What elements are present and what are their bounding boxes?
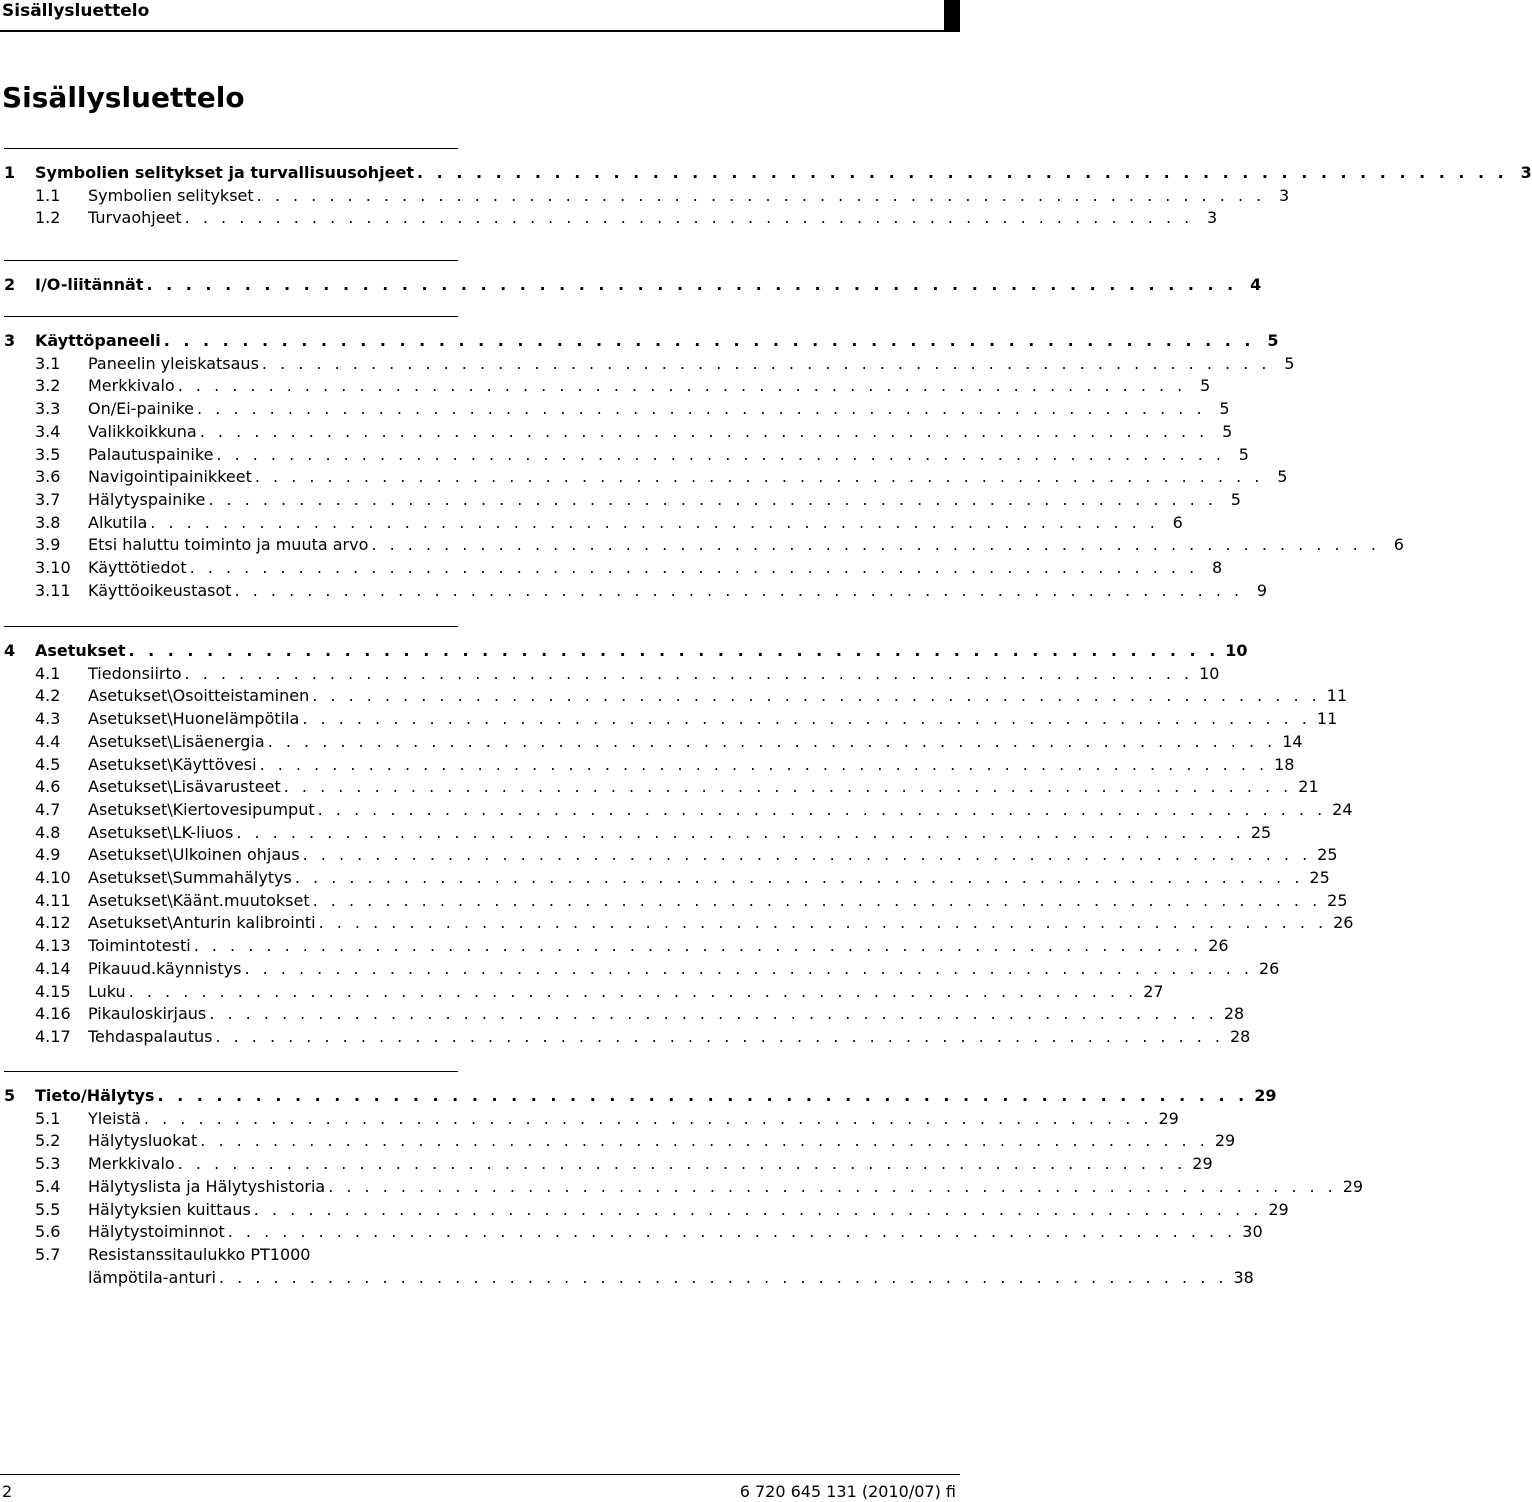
toc-entry-line xyxy=(88,557,1223,579)
toc-entry-line xyxy=(88,799,1353,821)
toc-entry-4.2[interactable] xyxy=(4,685,1348,707)
toc-entry-5.1[interactable] xyxy=(4,1108,1179,1130)
toc-entry-page: 6 xyxy=(1172,512,1183,532)
toc-entry-line xyxy=(88,981,1164,1003)
toc-leader-dots: . . . . . . . . . . . . . . . . . . . . . . . . . . . . . . . . . . . . . . . . . . . . . . . . . . . . . . . . xyxy=(128,641,1220,660)
toc-entry-line xyxy=(35,274,1262,296)
toc-entry-4.8[interactable] xyxy=(4,822,1272,844)
toc-entry-line xyxy=(88,580,1268,602)
toc-entry-title: Asetukset\Osoitteistaminen xyxy=(88,686,310,706)
toc-entry-number: 4.6 xyxy=(35,777,61,797)
toc-entry-page: 25 xyxy=(1309,868,1330,887)
toc-entry-title: Asetukset xyxy=(35,641,126,660)
toc-entry-page: 28 xyxy=(1229,1026,1251,1046)
toc-entry-number: 3.3 xyxy=(35,399,61,419)
toc-entry-title: Yleistä xyxy=(88,1108,141,1128)
toc-entry-line xyxy=(88,1130,1236,1152)
toc-entry-title: Tehdaspalautus xyxy=(88,1026,213,1046)
toc-entry-number: 3.8 xyxy=(35,512,61,532)
toc-entry-3.8[interactable] xyxy=(4,512,1183,534)
toc-entry-line xyxy=(88,207,1218,229)
toc-entry-title: Turvaohjeet xyxy=(88,208,182,228)
toc-entry-page: 27 xyxy=(1143,981,1164,1001)
toc-entry-number: 5.2 xyxy=(35,1131,61,1151)
toc-entry-line xyxy=(88,754,1295,776)
toc-entry-page: 6 xyxy=(1393,535,1404,555)
toc-leader-dots: . . . . . . . . . . . . . . . . . . . . . . . . . . . . . . . . . . . . . . . . . . . . . . . . . . . . . . . . xyxy=(143,1108,1153,1128)
toc-entry-number: 3.11 xyxy=(35,580,71,600)
toc-entry-title: Resistanssitaulukko PT1000 xyxy=(88,1244,311,1264)
toc-entry-page: 26 xyxy=(1333,913,1354,933)
toc-entry-page: 11 xyxy=(1326,686,1348,706)
toc-entry-number: 3.1 xyxy=(35,353,61,373)
toc-entry-3.10[interactable] xyxy=(4,557,1223,579)
toc-entry-line xyxy=(88,663,1220,685)
toc-entry-4.4[interactable] xyxy=(4,731,1303,753)
toc-entry-title: Asetukset\LK-liuos xyxy=(88,822,234,842)
toc-entry-title: Asetukset\Lisävarusteet xyxy=(88,777,281,797)
toc-leader-dots: . . . . . . . . . . . . . . . . . . . . . . . . . . . . . . . . . . . . . . . . . . . . . . . . . . . . . . . . xyxy=(283,777,1293,797)
toc-leader-dots: . . . . . . . . . . . . . . . . . . . . . . . . . . . . . . . . . . . . . . . . . . . . . . . . . . . . . . . . xyxy=(302,709,1311,729)
toc-leader-dots: . . . . . . . . . . . . . . . . . . . . . . . . . . . . . . . . . . . . . . . . . . . . . . . . . . . . . . . . xyxy=(312,686,1321,706)
toc-leader-dots: . . . . . . . . . . . . . . . . . . . . . . . . . . . . . . . . . . . . . . . . . . . . . . . . . . . . . . . . xyxy=(184,208,1194,228)
toc-entry-title: Navigointipainikkeet xyxy=(88,467,252,487)
toc-entry-page: 29 xyxy=(1192,1154,1213,1174)
toc-leader-dots: . . . . . . . . . . . . . . . . . . . . . . . . . . . . . . . . . . . . . . . . . . . . . . . . . . . . . . . . xyxy=(294,868,1304,887)
header-rule xyxy=(0,30,960,32)
toc-entry-number: 4.14 xyxy=(35,958,71,978)
section-rule xyxy=(4,626,458,627)
toc-entry-4.17[interactable] xyxy=(4,1026,1251,1048)
toc-entry-number: 3.4 xyxy=(35,421,61,441)
toc-entry-line xyxy=(88,375,1211,397)
toc-entry-number: 3.7 xyxy=(35,489,61,509)
toc-entry-1.1[interactable] xyxy=(4,185,1290,207)
toc-leader-dots: . . . . . . . . . . . . . . . . . . . . . . . . . . . . . . . . . . . . . . . . . . . . . . . . . . . . . . . . xyxy=(196,399,1206,419)
toc-chapter-1[interactable] xyxy=(4,162,1532,184)
toc-leader-dots: . . . . . . . . . . . . . . . . . . . . . . . . . . . . . . . . . . . . . . . . . . . . . . . . . . . . . . . . xyxy=(128,981,1138,1001)
toc-entry-4.11[interactable] xyxy=(4,890,1348,912)
toc-entry-page: 26 xyxy=(1259,958,1280,978)
toc-entry-number: 1.1 xyxy=(35,185,61,205)
toc-leader-dots: . . . . . . . . . . . . . . . . . . . . . . . . . . . . . . . . . . . . . . . . . . . . . . . . . . . . . . . . xyxy=(184,663,1194,683)
toc-leader-dots: . . . . . . . . . . . . . . . . . . . . . . . . . . . . . . . . . . . . . . . . . . . . . . . . . . . . . . . . xyxy=(267,731,1277,751)
footer-page-number: 2 xyxy=(2,1482,13,1501)
toc-entry-3.4[interactable] xyxy=(4,421,1233,443)
toc-entry-number: 5 xyxy=(4,1086,16,1105)
toc-entry-page: 3 xyxy=(1279,185,1290,205)
toc-leader-dots: . . . . . . . . . . . . . . . . . . . . . . . . . . . . . . . . . . . . . . . . . . . . . . . . . . . . . . . . xyxy=(236,822,1245,842)
toc-entry-title: Asetukset\Käyttövesi xyxy=(88,754,257,774)
toc-entry-3.5[interactable] xyxy=(4,444,1249,466)
toc-entry-4.16[interactable] xyxy=(4,1003,1245,1025)
toc-entry-3.1[interactable] xyxy=(4,353,1295,375)
toc-entry-page: 5 xyxy=(1238,444,1249,464)
toc-entry-page: 9 xyxy=(1256,580,1268,600)
toc-entry-page: 5 xyxy=(1222,421,1233,441)
toc-entry-title: Käyttöpaneeli xyxy=(35,331,161,350)
toc-entry-page: 3 xyxy=(1207,208,1218,228)
toc-entry-title: Etsi haluttu toiminto ja muuta arvo xyxy=(88,535,369,555)
toc-leader-dots: . . . . . . . . . . . . . . . . . . . . . . . . . . . . . . . . . . . . . . . . . . . . . . . . . . . . . . . . xyxy=(244,958,1253,978)
toc-entry-title: Pikauloskirjaus xyxy=(88,1004,207,1024)
toc-entry-title: Asetukset\Summahälytys xyxy=(88,868,292,887)
toc-entry-page: 4 xyxy=(1250,275,1262,294)
toc-entry-5.7[interactable] xyxy=(4,1244,458,1266)
toc-entry-line xyxy=(88,731,1303,753)
toc-entry-4.5[interactable] xyxy=(4,754,1295,776)
toc-entry-title: Merkkivalo xyxy=(88,1154,175,1174)
toc-entry-5.5[interactable] xyxy=(4,1199,1289,1221)
toc-entry-number: 1 xyxy=(4,163,16,182)
toc-entry-title: Hälytyspainike xyxy=(88,489,206,509)
toc-entry-number: 5.4 xyxy=(35,1176,61,1196)
footer-rule xyxy=(0,1474,960,1475)
toc-entry-line xyxy=(88,1003,1245,1025)
toc-entry-number: 4.17 xyxy=(35,1026,71,1046)
toc-entry-page: 10 xyxy=(1225,641,1248,660)
toc-entry-page: 11 xyxy=(1316,709,1338,729)
toc-entry-title: Hälytystoiminnot xyxy=(88,1222,225,1242)
toc-entry-title: Symbolien selitykset ja turvallisuusohjeet xyxy=(35,163,415,182)
toc-entry-3.7[interactable] xyxy=(4,489,1241,511)
toc-entry-title: Merkkivalo xyxy=(88,376,175,396)
toc-chapter-2[interactable] xyxy=(4,274,1262,296)
toc-entry-5.6[interactable] xyxy=(4,1221,1263,1243)
toc-entry-line xyxy=(88,353,1295,375)
toc-entry-number: 4.13 xyxy=(35,936,71,956)
toc-entry-number: 3.9 xyxy=(35,535,61,555)
toc-entry-page: 5 xyxy=(1277,467,1288,487)
toc-entry-number: 4.2 xyxy=(35,686,61,706)
toc-entry-title: Luku xyxy=(88,981,126,1001)
toc-entry-title: Alkutila xyxy=(88,512,148,532)
toc-entry-1.2[interactable] xyxy=(4,207,1218,229)
toc-entry-line xyxy=(88,1176,1364,1198)
toc-entry-page: 21 xyxy=(1298,777,1319,797)
toc-entry-page: 5 xyxy=(1284,353,1295,373)
toc-entry-line xyxy=(88,958,1280,980)
toc-entry-page: 5 xyxy=(1230,489,1241,509)
toc-entry-line xyxy=(88,1221,1263,1243)
running-header: Sisällysluettelo xyxy=(2,1,150,21)
section-rule xyxy=(4,148,458,149)
toc-entry-line xyxy=(88,912,1354,934)
toc-leader-dots: . . . . . . . . . . . . . . . . . . . . . . . . . . . . . . . . . . . . . . . . . . . . . . . . . . . . . . . . xyxy=(254,467,1264,487)
toc-entry-number: 5.5 xyxy=(35,1199,61,1219)
toc-entry-number: 3.5 xyxy=(35,444,61,464)
toc-chapter-3[interactable] xyxy=(4,330,1279,352)
toc-leader-dots: . . . . . . . . . . . . . . . . . . . . . . . . . . . . . . . . . . . . . . . . . . . . . . . . . . . . . . . . xyxy=(318,913,1328,933)
toc-entry-title: lämpötila-anturi xyxy=(88,1267,216,1287)
toc-entry-3.2[interactable] xyxy=(4,375,1211,397)
toc-leader-dots: . . . . . . . . . . . . . . . . . . . . . . . . . . . . . . . . . . . . . . . . . . . . . . . . . . . . . . . . xyxy=(157,1086,1249,1105)
toc-entry-title: Asetukset\Kiertovesipumput xyxy=(88,799,315,819)
toc-entry-number: 5.6 xyxy=(35,1222,61,1242)
toc-entry-page: 5 xyxy=(1200,376,1211,396)
toc-entry-page: 14 xyxy=(1282,731,1303,751)
toc-entry-line xyxy=(88,867,1330,889)
toc-leader-dots: . . . . . . . . . . . . . . . . . . . . . . . . . . . . . . . . . . . . . . . . . . . . . . . . . . . . . . . . xyxy=(199,421,1209,441)
toc-entry-page: 25 xyxy=(1317,845,1338,865)
toc-entry-line xyxy=(88,1026,1251,1048)
toc-entry-title: Asetukset\Huonelämpötila xyxy=(88,709,300,729)
toc-entry-number: 4.11 xyxy=(35,890,71,910)
toc-entry-line xyxy=(88,1267,1254,1289)
toc-leader-dots: . . . . . . . . . . . . . . . . . . . . . . . . . . . . . . . . . . . . . . . . . . . . . . . . . . . . . . . . xyxy=(227,1222,1237,1242)
toc-entry-number: 4 xyxy=(4,641,16,660)
toc-entry-title: Asetukset\Käänt.muutokset xyxy=(88,890,310,910)
toc-entry-page: 25 xyxy=(1250,822,1272,842)
toc-entry-number: 5.7 xyxy=(35,1244,61,1264)
toc-entry-number: 3.6 xyxy=(35,467,61,487)
toc-entry-line xyxy=(88,512,1183,534)
toc-entry-title: On/Ei-painike xyxy=(88,399,194,419)
toc-entry-title: Palautuspainike xyxy=(88,444,214,464)
toc-entry-4.12[interactable] xyxy=(4,912,1354,934)
toc-entry-5.3[interactable] xyxy=(4,1153,1213,1175)
toc-entry-number: 4.9 xyxy=(35,845,61,865)
toc-leader-dots: . . . . . . . . . . . . . . . . . . . . . . . . . . . . . . . . . . . . . . . . . . . . . . . . . . . . . . . . xyxy=(150,512,1159,532)
toc-entry-4.7[interactable] xyxy=(4,799,1353,821)
toc-entry-line xyxy=(88,489,1241,511)
toc-entry-line xyxy=(88,398,1230,420)
section-rule xyxy=(4,1071,458,1072)
toc-entry-number: 2 xyxy=(4,275,16,294)
toc-chapter-5[interactable] xyxy=(4,1085,1277,1107)
header-corner-mark xyxy=(944,0,960,32)
toc-entry-number: 3.2 xyxy=(35,376,61,396)
toc-leader-dots: . . . . . . . . . . . . . . . . . . . . . . . . . . . . . . . . . . . . . . . . . . . . . . . . . . . . . . . . xyxy=(261,353,1271,373)
toc-entry-title: Hälytyksien kuittaus xyxy=(88,1199,251,1219)
toc-entry-title: Asetukset\Anturin kalibrointi xyxy=(88,913,316,933)
toc-entry-number: 4.5 xyxy=(35,754,61,774)
toc-entry-4.15[interactable] xyxy=(4,981,1164,1003)
toc-entry-number: 4.4 xyxy=(35,731,61,751)
toc-entry-4.3[interactable] xyxy=(4,708,1338,730)
toc-leader-dots: . . . . . . . . . . . . . . . . . . . . . . . . . . . . . . . . . . . . . . . . . . . . . . . . . . . . . . . . xyxy=(163,331,1255,350)
toc-leader-dots: . . . . . . . . . . . . . . . . . . . . . . . . . . . . . . . . . . . . . . . . . . . . . . . . . . . . . . . . xyxy=(302,845,1312,865)
toc-entry-page: 28 xyxy=(1223,1004,1245,1024)
toc-entry-number: 4.10 xyxy=(35,868,71,887)
toc-entry-line xyxy=(35,162,1532,184)
toc-leader-dots: . . . . . . . . . . . . . . . . . . . . . . . . . . . . . . . . . . . . . . . . . . . . . . . . . . . . . . . . xyxy=(328,1176,1337,1196)
toc-leader-dots: . . . . . . . . . . . . . . . . . . . . . . . . . . . . . . . . . . . . . . . . . . . . . . . . . . . . . . . . xyxy=(177,376,1187,396)
toc-entry-4.1[interactable] xyxy=(4,663,1220,685)
toc-entry-line xyxy=(88,466,1288,488)
toc-leader-dots: . . . . . . . . . . . . . . . . . . . . . . . . . . . . . . . . . . . . . . . . . . . . . . . . . . . . . . . . xyxy=(215,1026,1224,1046)
toc-entry-line xyxy=(88,685,1348,707)
toc-entry-title: Pikauud.käynnistys xyxy=(88,958,242,978)
toc-entry-4.6[interactable] xyxy=(4,776,1319,798)
toc-entry-4.14[interactable] xyxy=(4,958,1280,980)
toc-entry-number: 5.1 xyxy=(35,1108,61,1128)
toc-entry-number: 4.8 xyxy=(35,822,61,842)
toc-entry-page: 29 xyxy=(1254,1086,1277,1105)
toc-entry-5.2[interactable] xyxy=(4,1130,1236,1152)
toc-entry-title: Tiedonsiirto xyxy=(88,663,182,683)
toc-entry-line xyxy=(35,640,1248,662)
footer-doc-code: 6 720 645 131 (2010/07) fi xyxy=(739,1482,956,1501)
page-title: Sisällysluettelo xyxy=(2,81,245,114)
toc-entry-5.4[interactable] xyxy=(4,1176,1364,1198)
toc-entry-page: 26 xyxy=(1208,936,1229,956)
toc-entry-number: 3.10 xyxy=(35,558,71,577)
toc-entry-line xyxy=(88,822,1272,844)
toc-entry-title: Asetukset\Lisäenergia xyxy=(88,731,265,751)
toc-entry-page: 18 xyxy=(1274,754,1295,774)
toc-leader-dots: . . . . . . . . . . . . . . . . . . . . . . . . . . . . . . . . . . . . . . . . . . . . . . . . . . . . . . . . xyxy=(371,535,1380,555)
toc-entry-page: 38 xyxy=(1233,1267,1254,1287)
toc-entry-line xyxy=(88,708,1338,730)
section-rule xyxy=(4,316,458,317)
toc-entry-page: 30 xyxy=(1242,1222,1263,1242)
toc-entry-4.10[interactable] xyxy=(4,867,1330,889)
toc-entry-title: Toimintotesti xyxy=(88,936,191,956)
toc-entry-page: 10 xyxy=(1199,663,1220,683)
toc-entry-number: 4.3 xyxy=(35,709,61,729)
toc-entry-3.3[interactable] xyxy=(4,398,1230,420)
toc-entry-3.11[interactable] xyxy=(4,580,1268,602)
toc-leader-dots: . . . . . . . . . . . . . . . . . . . . . . . . . . . . . . . . . . . . . . . . . . . . . . . . . . . . . . . . xyxy=(216,444,1225,464)
toc-leader-dots: . . . . . . . . . . . . . . . . . . . . . . . . . . . . . . . . . . . . . . . . . . . . . . . . . . . . . . . . xyxy=(193,936,1203,956)
toc-entry-4.13[interactable] xyxy=(4,935,1229,957)
toc-entry-line xyxy=(88,1153,1213,1175)
toc-entry-line xyxy=(88,935,1229,957)
toc-entry-page: 25 xyxy=(1327,890,1348,910)
toc-entry-title: Käyttöoikeustasot xyxy=(88,580,232,600)
toc-entry-page: 29 xyxy=(1342,1176,1364,1196)
toc-entry-number: 5.3 xyxy=(35,1154,61,1174)
toc-entry-title: Symbolien selitykset xyxy=(88,185,254,205)
toc-entry-4.9[interactable] xyxy=(4,844,1338,866)
toc-entry-number: 4.1 xyxy=(35,663,61,683)
toc-entry-title: Paneelin yleiskatsaus xyxy=(88,353,259,373)
toc-entry-title: Tieto/Hälytys xyxy=(35,1086,155,1105)
toc-leader-dots: . . . . . . . . . . . . . . . . . . . . . . . . . . . . . . . . . . . . . . . . . . . . . . . . . . . . . . . . xyxy=(218,1267,1228,1287)
toc-entry-3.6[interactable] xyxy=(4,466,1288,488)
toc-entry-3.9[interactable] xyxy=(4,534,1404,556)
toc-leader-dots: . . . . . . . . . . . . . . . . . . . . . . . . . . . . . . . . . . . . . . . . . . . . . . . . . . . . . . . . xyxy=(259,754,1269,774)
toc-leader-dots: . . . . . . . . . . . . . . . . . . . . . . . . . . . . . . . . . . . . . . . . . . . . . . . . . . . . . . . . xyxy=(234,580,1244,600)
toc-leader-dots: . . . . . . . . . . . . . . . . . . . . . . . . . . . . . . . . . . . . . . . . . . . . . . . . . . . . . . . . xyxy=(177,1154,1187,1174)
toc-entry-number: 4.15 xyxy=(35,981,71,1001)
toc-entry-line xyxy=(88,534,1404,556)
toc-entry-line xyxy=(88,776,1319,798)
toc-entry-line xyxy=(88,1108,1179,1130)
toc-leader-dots: . . . . . . . . . . . . . . . . . . . . . . . . . . . . . . . . . . . . . . . . . . . . . . . . . . . . . . . . xyxy=(146,275,1238,294)
toc-entry-number: 4.12 xyxy=(35,913,71,933)
toc-leader-dots: . . . . . . . . . . . . . . . . . . . . . . . . . . . . . . . . . . . . . . . . . . . . . . . . . . . . . . . . xyxy=(312,890,1322,910)
toc-entry-page: 29 xyxy=(1268,1199,1289,1219)
toc-entry-line xyxy=(88,421,1233,443)
toc-leader-dots: . . . . . . . . . . . . . . . . . . . . . . . . . . . . . . . . . . . . . . . . . . . . . . . . . . . . . . . . xyxy=(208,489,1217,509)
toc-leader-dots: . . . . . . . . . . . . . . . . . . . . . . . . . . . . . . . . . . . . . . . . . . . . . . . . . . . . . . . . xyxy=(189,558,1199,577)
toc-entry-5.7-cont[interactable] xyxy=(4,1267,1254,1289)
toc-leader-dots: . . . . . . . . . . . . . . . . . . . . . . . . . . . . . . . . . . . . . . . . . . . . . . . . . . . . . . . . xyxy=(253,1199,1263,1219)
toc-entry-title: Asetukset\Ulkoinen ohjaus xyxy=(88,845,300,865)
toc-entry-title: Käyttötiedot xyxy=(88,558,187,577)
toc-entry-line xyxy=(88,185,1290,207)
toc-entry-line xyxy=(88,1199,1289,1221)
toc-entry-line xyxy=(88,444,1249,466)
toc-entry-page: 29 xyxy=(1158,1108,1179,1128)
toc-entry-line xyxy=(88,1244,458,1266)
toc-entry-page: 5 xyxy=(1219,399,1230,419)
toc-entry-number: 1.2 xyxy=(35,208,61,228)
toc-entry-number: 3 xyxy=(4,331,16,350)
toc-entry-page: 5 xyxy=(1267,331,1279,350)
toc-entry-line xyxy=(35,1085,1277,1107)
toc-entry-title: Valikkoikkuna xyxy=(88,421,197,441)
toc-entry-number: 4.16 xyxy=(35,1004,71,1024)
toc-entry-number: 4.7 xyxy=(35,799,61,819)
toc-entry-title: Hälytyslista ja Hälytyshistoria xyxy=(88,1176,326,1196)
toc-chapter-4[interactable] xyxy=(4,640,1248,662)
section-rule xyxy=(4,260,458,261)
toc-leader-dots: . . . . . . . . . . . . . . . . . . . . . . . . . . . . . . . . . . . . . . . . . . . . . . . . . . . . . . . . xyxy=(209,1004,1218,1024)
toc-leader-dots: . . . . . . . . . . . . . . . . . . . . . . . . . . . . . . . . . . . . . . . . . . . . . . . . . . . . . . . . xyxy=(417,163,1508,182)
toc-entry-line xyxy=(88,844,1338,866)
toc-entry-page: 24 xyxy=(1332,799,1353,819)
toc-entry-page: 3 xyxy=(1520,163,1532,182)
toc-entry-title: I/O-liitännät xyxy=(35,275,144,294)
toc-leader-dots: . . . . . . . . . . . . . . . . . . . . . . . . . . . . . . . . . . . . . . . . . . . . . . . . . . . . . . . . xyxy=(317,799,1327,819)
toc-leader-dots: . . . . . . . . . . . . . . . . . . . . . . . . . . . . . . . . . . . . . . . . . . . . . . . . . . . . . . . . xyxy=(200,1131,1209,1151)
toc-entry-page: 8 xyxy=(1211,558,1223,577)
toc-leader-dots: . . . . . . . . . . . . . . . . . . . . . . . . . . . . . . . . . . . . . . . . . . . . . . . . . . . . . . . . xyxy=(256,185,1266,205)
toc-entry-title: Hälytysluokat xyxy=(88,1131,198,1151)
toc-entry-line xyxy=(35,330,1279,352)
toc-entry-line xyxy=(88,890,1348,912)
toc-entry-page: 29 xyxy=(1214,1131,1236,1151)
